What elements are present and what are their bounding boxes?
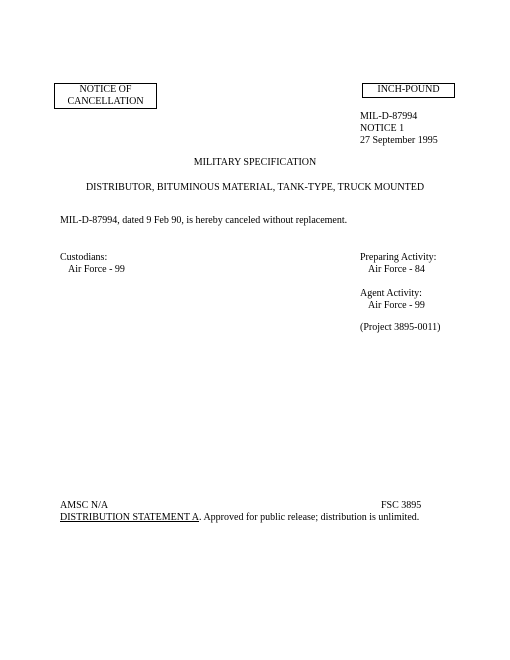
amsc-label: AMSC N/A [60,500,109,511]
notice-box-line1: NOTICE OF [79,84,132,95]
spec-subject-title: DISTRIBUTOR, BITUMINOUS MATERIAL, TANK-TYPE, TRUCK MOUNTED [85,182,425,193]
cancellation-statement: MIL-D-87994, dated 9 Feb 90, is hereby canceled without replacement. [60,215,348,226]
inch-pound-box [362,83,455,98]
distribution-statement-label: DISTRIBUTION STATEMENT A [60,512,200,523]
notice-box-line2: CANCELLATION [67,96,144,107]
notice-number: NOTICE 1 [360,123,405,134]
notice-of-cancellation-box [54,83,157,109]
project-number: (Project 3895-0011) [360,322,441,333]
custodians-value: Air Force - 99 [68,264,125,275]
spec-type-heading: MILITARY SPECIFICATION [193,157,317,168]
agent-activity-value: Air Force - 99 [368,300,425,311]
distribution-statement-text: . Approved for public release; distribution is unlimited. [199,512,420,523]
doc-number: MIL-D-87994 [360,111,418,122]
preparing-activity-value: Air Force - 84 [368,264,425,275]
distribution-statement [60,512,419,524]
notice-date: 27 September 1995 [360,135,438,146]
inch-pound-label: INCH-POUND [377,84,440,95]
agent-activity-label: Agent Activity: [360,288,422,299]
fsc-label: FSC 3895 [381,500,422,511]
preparing-activity-label: Preparing Activity: [360,252,437,263]
custodians-label: Custodians: [60,252,108,263]
